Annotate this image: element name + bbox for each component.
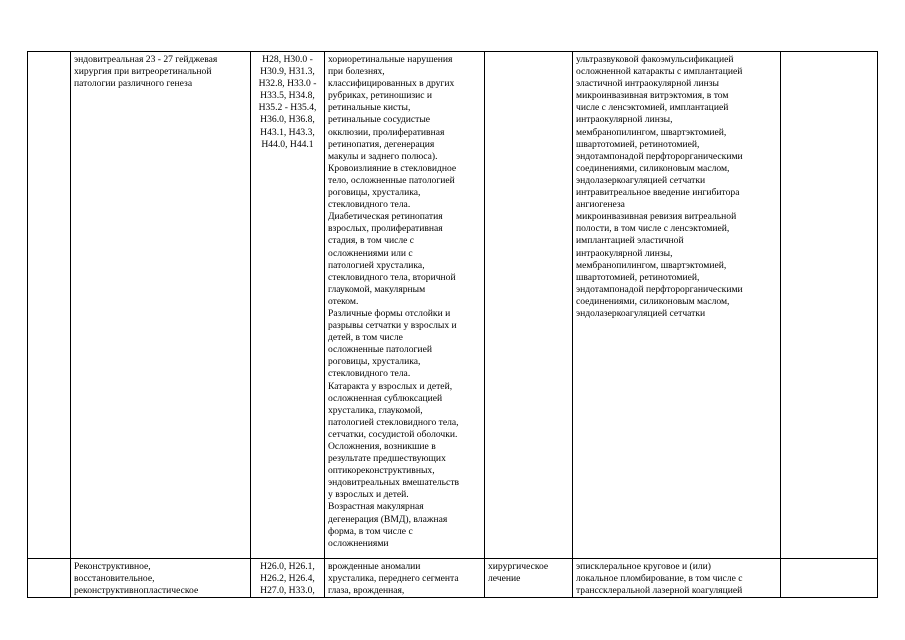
icd-codes-cell: H28, H30.0 - H30.9, H31.3, H32.8, H33.0 - H33.5, H34.8, H35.2 - H35.4, H36.0, H36.8, H43.1, H43.3, H44.0, H44.1: [251, 52, 325, 559]
patient-model-cell: врожденные аномалии хрусталика, переднего сегмента глаза, врожденная,: [325, 559, 485, 598]
care-type-cell: Реконструктивное, восстановительное, реконструктивнопластическое: [71, 559, 251, 598]
icd-codes-cell: H26.0, H26.1, H26.2, H26.4, H27.0, H33.0,: [251, 559, 325, 598]
patient-model-cell: хориоретинальные нарушения при болезнях, классифицированных в других рубриках, ретиношизис и ретинальные кисты, ретинальные сосудистые окклюзии, пролиферативная ретинопатия, дегенерация макулы и заднего полюса). Кровоизлияние в стекловидное тело, осложненные патологией роговицы, хрусталика, стекловидного тела. Диабетическая ретинопатия взрослых, пролиферативная стадия, в том числе с осложнениями или с патологией хрусталика, стекловидного тела, вторичной глаукомой, макулярным отеком. Различные формы отслойки и разрывы сетчатки у взрослых и детей, в том числе осложненные патологией роговицы, хрусталика, стекловидного тела. Катаракта у взрослых и детей, осложненная сублюксацией хрусталика, глаукомой, патологией стекловидного тела, сетчатки, сосудистой оболочки. Осложнения, возникшие в результате предшествующих оптикореконструктивных, эндовитреальных вмешательств у взрослых и детей. Возрастная макулярная дегенерация (ВМД), влажная форма, в том числе с осложнениями: [325, 52, 485, 559]
row-number-cell: [28, 559, 71, 598]
row-number-cell: [28, 52, 71, 559]
treatment-method-cell: ультразвуковой факоэмульсификацией осложненной катаракты с имплантацией эластичной интраокулярной линзы микроинвазивная витрэктомия, в том числе с ленсэктомией, имплантацией интраокулярной линзы, мембранопилингом, швартэктомией, швартотомией, ретинотомией, эндотампонадой перфторорганическими соединениями, силиконовым маслом, эндолазеркоагуляцией сетчатки интравитреальное введение ингибитора ангиогенеза микроинвазивная ревизия витреальной полости, в том числе с ленсэктомией, имплантацией эластичной интраокулярной линзы, мембранопилингом, швартэктомией, швартотомией, ретинотомией, эндотампонадой перфторорганическими соединениями, силиконовым маслом, эндолазеркоагуляцией сетчатки: [573, 52, 781, 559]
table-row: [28, 52, 878, 559]
cost-cell: [781, 52, 878, 559]
treatment-type-cell: хирургическое лечение: [485, 559, 573, 598]
treatment-method-cell: эписклеральное круговое и (или) локальное пломбирование, в том числе с транссклеральной лазерной коагуляцией: [573, 559, 781, 598]
treatment-type-cell: [485, 52, 573, 559]
table-row: [28, 559, 878, 598]
procedures-table: [27, 51, 878, 598]
care-type-cell: эндовитреальная 23 - 27 гейджевая хирургия при витреоретинальной патологии различного генеза: [71, 52, 251, 559]
cost-cell: [781, 559, 878, 598]
